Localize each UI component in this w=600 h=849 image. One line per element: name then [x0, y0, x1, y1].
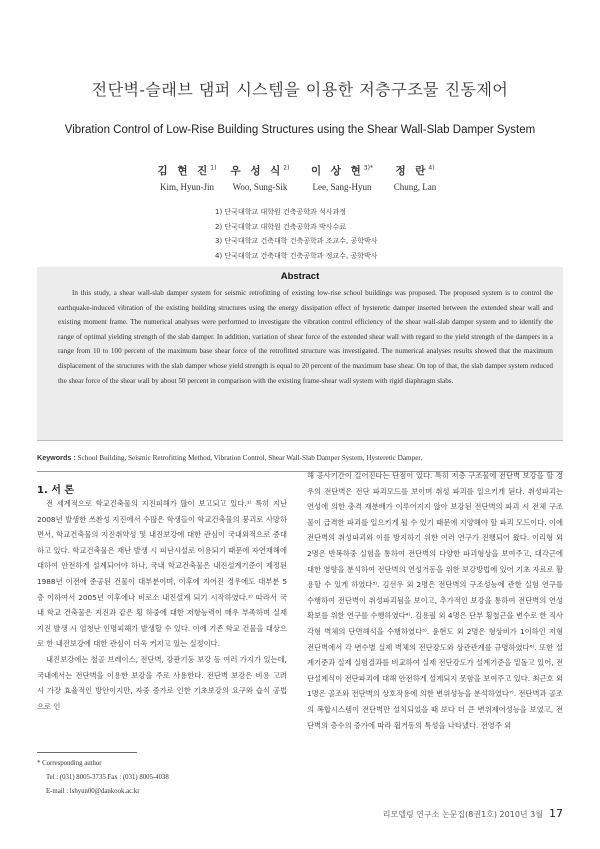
author-name-ko: 이 상 현 [311, 165, 364, 177]
abstract-text: In this study, a shear wall-slab damper system for seismic retrofitting of existing low-rise school buildings was proposed. The proposed system is to control the earthquake-induced vibration of the existing building structures using the energy dissipation effect of hysteretic damper inserted between the extended shear wall and existing moment frame. The numerical analyses were performed to investigate the vibration control efficiency of the shear wall-slab damper system and to identify the range of optimal yielding strength of the slab damper. In addition, variation of shear force of the extended shear wall with regard to the yield strength of the dampers in a range from 10 to 100 percent of the maximum base shear force of the retrofitted structure was investigated. The numerical analyses results showed that the maximum displacement of the structures with the slab damper whose yield strength is equal to 20 percent of the maximum base shear. On top of that, the slab damper system reduced the shear force of the shear wall by about 50 percent in comparison with the existing frame-shear wall system with rigid diaphragm slabs. [58, 289, 553, 385]
body-column-right [307, 468, 563, 733]
body-paragraph: 전 세계적으로 학교건축물의 지진피해가 많이 보고되고 있다.¹⁾ 특히 지난 2008년 발생한 쓰촨성 지진에서 수많은 학생들이 학교건축물의 붕괴로 사망하면서, 학교건축물의 지진취약성 및 내진보강에 대한 관심이 국내외적으로 증대하고 있다. 학교건축물은 재난 발생 시 피난시설로 이용되기 때문에 자연재해에 대하여 안전하게 설계되어야 하나, 국내 학교건축물은 내진설계기준이 제정된 1988년 이전에 준공된 건물이 대부분이며, 이후에 지어진 경우에도 대부분 5층 이하여서 2005년 이후에나 비로소 내진설계 되기 시작하였다.²⁾ 따라서 국내 학교 건축물은 지진과 같은 횡 하중에 대한 저항능력이 매우 부족하며 실제 지진 발생 시 엄청난 인명피해가 발생할 수 있다. 이에 기존 학교 건물을 대상으로 한 내진보강에 대한 관심이 더욱 커지고 있는 실정이다. [37, 499, 287, 649]
page-footer [383, 807, 563, 820]
author-name-ko: 우 성 식 [230, 165, 284, 177]
author-affil-mark: 2) [283, 164, 290, 172]
footnote [37, 757, 287, 799]
divider [37, 440, 563, 441]
affiliation-1: 1) 단국대학교 대학원 건축공학과 석사과정 [215, 208, 347, 216]
author-name-en: Chung, Lan [393, 182, 437, 192]
footnote-tel: Tel : (031) 8005-3735 Fax : (031) 8005-4038 [46, 774, 169, 781]
abstract-title: Abstract [280, 271, 320, 282]
affiliation-3: 3) 단국대학교 건축대학 건축공학과 조교수, 공학박사 [215, 237, 378, 245]
author-affil-mark: 3)* [363, 164, 373, 172]
author-affil-mark: 1) [210, 164, 217, 172]
paper-title-korean: 전단벽-슬래브 댐퍼 시스템을 이용한 저층구조물 진동제어 [91, 80, 509, 99]
affiliation-2: 2) 단국대학교 대학원 건축공학과 박사수료 [215, 222, 347, 231]
keywords [37, 453, 563, 462]
page-number: 17 [549, 807, 563, 820]
keywords-label: Keywords : [37, 453, 76, 462]
footnote-corresponding: * Corresponding author [37, 760, 102, 767]
author-name-en: Woo, Sung-Sik [232, 182, 288, 192]
body-paragraph: 해 공사기간이 길어진다는 단점이 있다. 특히 저층 구조물에 전단벽 보강을 할 경우의 전단벽은 전단 파괴모드를 보이며 취성 파괴를 일으키게 된다. 취성파괴는 연성에 의한 충격 재분배가 이루어지지 않아 보강된 전단벽의 파괴 시 전체 구조물이 급격한 파괴를 일으키게 될 수 있기 때문에 지양해야 할 파괴 모드이다. 이에 전단벽의 취성파괴와 이를 방지하기 위한 여러 연구가 진행되어 왔다. 이리형 외 2명은 반복하중 실험을 통하여 전단벽의 다양한 파괴형상을 보여주고, 대각근에 대한 영향을 분석하여 전단벽의 연성거동을 위한 보강방법에 있어 기초 자료로 활용할 수 있게 하였다³⁾. 김선우 외 2명은 전단벽의 구조성능에 관한 실험 연구를 수행하여 전단벽이 취성파괴됨을 보이고, 추가적인 보강을 통하여 전단벽의 연성확보를 위한 연구를 수행하였다⁴⁾. 김용필 외 4명은 단부 횡철근을 변수로 한 직사각형 벽체의 단면해석을 수행하였다⁵⁾. 윤현도 외 2명은 형상비가 1이하인 저형 전단벽에서 각 변수별 실제 벽체의 전단강도와 상관관계를 규명하였다⁶⁾. 또한 설계기준과 실제 실험결과를 비교하여 실제 전단강도가 설계기준을 밑돌고 있어, 전단설계식이 전단파괴에 대해 안전하게 설계되지 못함을 보여주고 있다. 최근호 외 1명은 골조와 전단벽의 상호작용에 의한 변위성능을 분석하였다⁷⁾. 전단벽과 골조의 복합시스템이 전단벽만 설치되었을 때 보다 더 큰 변위제어성능을 보였고, 전단벽의 층수의 증가에 따라 휨거동의 특성을 나타냈다. 전영주 외 [307, 471, 563, 730]
footnote-divider [37, 752, 137, 753]
affiliation-4: 4) 단국대학교 건축대학 건축공학과 정교수, 공학박사 [215, 251, 378, 260]
keywords-text: School Building, Seismic Retrofitting Method, Vibration Control, Shear Wall-Slab Damper System, Hysteretic Damper, [77, 454, 423, 462]
author-name-en: Kim, Hyun-Jin [160, 182, 214, 192]
body-column-left [37, 496, 287, 714]
journal-info: 리모델링 연구소 논문집(8권1호) 2010년 3월 [382, 810, 543, 819]
author-affil-mark: 4) [428, 164, 435, 172]
author-4 [360, 163, 470, 192]
author-name-en: Lee, Sang-Hyun [312, 182, 372, 192]
section-heading: 1. 서 론 [37, 485, 75, 496]
footnote-email: E-mail : lshyun00@dankook.ac.kr [46, 788, 140, 795]
affiliations [215, 205, 378, 263]
body-paragraph: 내진보강에는 철골 브레이스, 전단벽, 강판기둥 보강 등 여러 가지가 있는데, 국내에서는 전단벽을 이용한 보강을 주로 사용한다. 전단벽 보강은 비용 고려 시 가장 효율적인 방안이지만, 자중 증가로 인한 기초보강의 요구와 습식 공법으로 인 [37, 654, 287, 711]
paper-title-english: Vibration Control of Low-Rise Building Structures using the Shear Wall-Slab Damper System [64, 124, 536, 136]
author-name-ko: 김 현 진 [157, 165, 211, 177]
author-name-ko: 정 란 [395, 165, 429, 177]
